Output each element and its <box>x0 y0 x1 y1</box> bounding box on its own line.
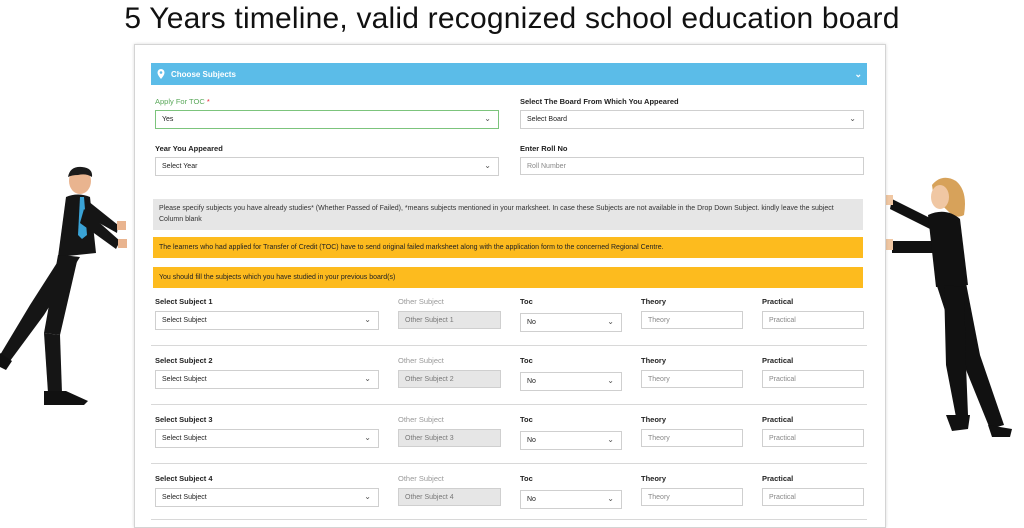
theory-input[interactable]: Theory <box>641 370 743 388</box>
toc-value: No <box>527 378 536 385</box>
location-pin-icon <box>157 69 165 79</box>
roll-label: Enter Roll No <box>520 144 568 153</box>
toc-label: Toc <box>520 356 533 365</box>
toc-select[interactable] <box>520 490 622 509</box>
practical-label: Practical <box>762 297 794 306</box>
businesswoman-pushing-illustration <box>884 175 1024 440</box>
practical-label: Practical <box>762 474 794 483</box>
year-label: Year You Appeared <box>155 144 223 153</box>
other-subject-label: Other Subject <box>398 415 444 424</box>
chevron-down-icon: ⌄ <box>484 161 491 170</box>
board-value: Select Board <box>527 116 568 123</box>
row-divider <box>151 404 867 405</box>
year-select[interactable] <box>155 157 499 176</box>
subject-select[interactable] <box>155 370 379 389</box>
theory-input[interactable]: Theory <box>641 488 743 506</box>
choose-subjects-header[interactable] <box>151 63 867 85</box>
toc-value: No <box>527 319 536 326</box>
subject-select[interactable] <box>155 311 379 330</box>
row-divider <box>151 345 867 346</box>
theory-input[interactable]: Theory <box>641 311 743 329</box>
apply-toc-label: Apply For TOC * <box>155 97 210 106</box>
toc-label: Toc <box>520 415 533 424</box>
other-subject-input: Other Subject 4 <box>398 488 501 506</box>
subject-label: Select Subject 4 <box>155 474 213 483</box>
apply-toc-select[interactable] <box>155 110 499 129</box>
chevron-down-icon: ⌄ <box>607 317 614 326</box>
practical-input[interactable]: Practical <box>762 429 864 447</box>
other-subject-label: Other Subject <box>398 474 444 483</box>
subject-select[interactable] <box>155 488 379 507</box>
toc-label: Toc <box>520 297 533 306</box>
chevron-down-icon: ⌄ <box>364 492 371 501</box>
other-subject-input: Other Subject 1 <box>398 311 501 329</box>
practical-label: Practical <box>762 356 794 365</box>
theory-label: Theory <box>641 474 667 483</box>
businessman-pushing-illustration <box>0 165 135 410</box>
chevron-down-icon: ⌄ <box>364 315 371 324</box>
subject-label: Select Subject 3 <box>155 415 213 424</box>
other-subject-input: Other Subject 2 <box>398 370 501 388</box>
chevron-down-icon: ⌄ <box>849 114 856 123</box>
section-title: Choose Subjects <box>171 69 236 79</box>
practical-input[interactable]: Practical <box>762 311 864 329</box>
chevron-down-icon: ⌄ <box>607 376 614 385</box>
row-divider <box>151 463 867 464</box>
subject-select[interactable] <box>155 429 379 448</box>
toc-value: No <box>527 496 536 503</box>
theory-label: Theory <box>641 415 667 424</box>
chevron-down-icon: ⌄ <box>364 374 371 383</box>
theory-label: Theory <box>641 356 667 365</box>
chevron-down-icon[interactable]: ⌄ <box>854 69 862 79</box>
subjects-info-note: Please specify subjects you have already studies* (Whether Passed of Failed), *means subjects mentioned in your marksheet. In case these Subjects are not available in the Drop Down Subject. kindly leave the subject Column blank <box>153 199 863 230</box>
subject-value: Select Subject <box>162 494 207 501</box>
other-subject-label: Other Subject <box>398 297 444 306</box>
toc-select[interactable] <box>520 372 622 391</box>
practical-label: Practical <box>762 415 794 424</box>
subject-label: Select Subject 1 <box>155 297 213 306</box>
board-select[interactable] <box>520 110 864 129</box>
chevron-down-icon: ⌄ <box>484 114 491 123</box>
chevron-down-icon: ⌄ <box>364 433 371 442</box>
toc-select[interactable] <box>520 431 622 450</box>
other-subject-input: Other Subject 3 <box>398 429 501 447</box>
choose-subjects-form <box>134 44 886 528</box>
roll-number-input[interactable]: Roll Number <box>520 157 864 175</box>
row-divider <box>151 519 867 520</box>
fill-subjects-note: You should fill the subjects which you have studied in your previous board(s) <box>153 267 863 288</box>
theory-input[interactable]: Theory <box>641 429 743 447</box>
apply-toc-value: Yes <box>162 116 174 123</box>
practical-input[interactable]: Practical <box>762 488 864 506</box>
practical-input[interactable]: Practical <box>762 370 864 388</box>
toc-value: No <box>527 437 536 444</box>
subject-value: Select Subject <box>162 317 207 324</box>
board-label: Select The Board From Which You Appeared <box>520 97 679 106</box>
slide-title: 5 Years timeline, valid recognized school education board <box>124 2 900 35</box>
toc-label: Toc <box>520 474 533 483</box>
subject-value: Select Subject <box>162 435 207 442</box>
theory-label: Theory <box>641 297 667 306</box>
toc-warning-note: The learners who had applied for Transfer of Credit (TOC) have to send original failed marksheet along with the application form to the concerned Regional Centre. <box>153 237 863 258</box>
chevron-down-icon: ⌄ <box>607 435 614 444</box>
chevron-down-icon: ⌄ <box>607 494 614 503</box>
toc-select[interactable] <box>520 313 622 332</box>
subject-value: Select Subject <box>162 376 207 383</box>
subject-label: Select Subject 2 <box>155 356 213 365</box>
other-subject-label: Other Subject <box>398 356 444 365</box>
year-value: Select Year <box>162 163 198 170</box>
